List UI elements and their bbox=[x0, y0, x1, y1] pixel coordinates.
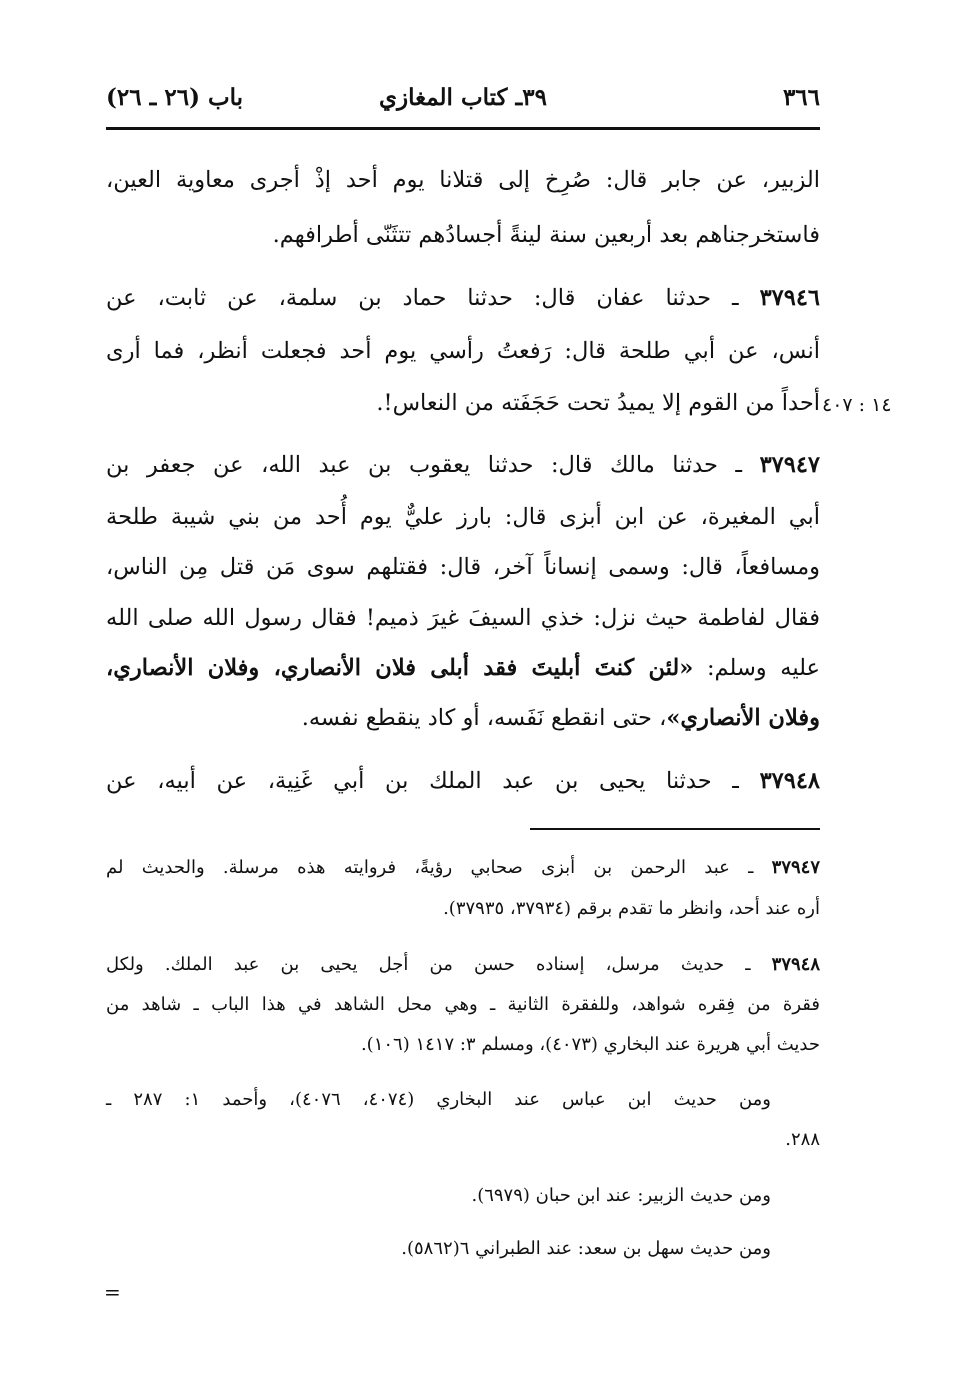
main-text-line: أبي المغيرة، عن ابن أبزى قال: بارز عليٌّ يوم أُحد من بني شيبة طلحة bbox=[106, 504, 820, 530]
chapter-range: باب (٢٦ ـ ٢٦) bbox=[106, 84, 244, 111]
continuation-mark: = bbox=[104, 1280, 121, 1304]
main-text-line: أحداً من القوم إلا يميدُ تحت حَجَفَته من النعاس!. bbox=[376, 390, 820, 416]
footnote-line: ٣٧٩٤٨ ـ حديث مرسل، إسناده حسن من أجل يحيى بن عبد الملك. ولكل bbox=[106, 954, 820, 975]
main-text-line: الزبير، عن جابر قال: صُرِخ إلى قتلانا يوم أحد إذْ أجرى معاوية العين، bbox=[106, 167, 820, 193]
hadith-37948-line: ٣٧٩٤٨ ـ حدثنا يحيى بن عبد الملك بن أبي غَنِية، عن أبيه، عن bbox=[106, 768, 820, 794]
footnote-divider bbox=[530, 828, 820, 830]
footnote-line: ٣٧٩٤٧ ـ عبد الرحمن بن أبزى صحابي رؤيةً، فروايته هذه مرسلة. والحديث لم bbox=[106, 857, 820, 878]
main-text-line: ومسافعاً، قال: وسمى إنساناً آخر، قال: فقتلهم سوى مَن قتل مِن الناس، bbox=[106, 554, 820, 580]
book-title: ٣٩ـ كتاب المغازي bbox=[379, 84, 547, 111]
hadith-37946-line: ٣٧٩٤٦ ـ حدثنا عفان قال: حدثنا حماد بن سلمة، عن ثابت، عن bbox=[106, 285, 820, 311]
main-text-line: فقال لفاطمة حيث نزل: خذي السيفَ غيرَ ذميم! فقال رسول الله صلى الله bbox=[106, 605, 820, 631]
page-number: ٣٦٦ bbox=[782, 84, 820, 111]
footnote-line: أره عند أحد، وانظر ما تقدم برقم (٣٧٩٣٤، ٣٧٩٣٥). bbox=[443, 898, 820, 919]
hadith-37947-line: ٣٧٩٤٧ ـ حدثنا مالك قال: حدثنا يعقوب بن عبد الله، عن جعفر بن bbox=[106, 452, 820, 478]
footnote-line: حديث أبي هريرة عند البخاري (٤٠٧٣)، ومسلم ٣: ١٤١٧ (١٠٦). bbox=[360, 1034, 820, 1055]
header-divider bbox=[106, 127, 820, 130]
main-text-line: فاستخرجناهم بعد أربعين سنة لينةً أجسادُهم تتثَنّى أطرافهم. bbox=[272, 222, 820, 248]
page-header bbox=[106, 80, 820, 120]
footnote-line: ومن حديث ابن عباس عند البخاري (٤٠٧٤، ٤٠٧٦)، وأحمد ١: ٢٨٧ ـ bbox=[106, 1089, 772, 1110]
margin-reference: ١٤ : ٤٠٧ bbox=[822, 394, 892, 416]
footnote-line: ٢٨٨. bbox=[785, 1129, 820, 1150]
main-text-line: أنس، عن أبي طلحة قال: رَفعتُ رأسي يوم أحد فجعلت أنظر، فما أرى bbox=[106, 338, 820, 364]
footnote-line: ومن حديث الزبير: عند ابن حبان (٦٩٧٩). bbox=[471, 1185, 771, 1206]
main-text-line: وفلان الأنصاري»، حتى انقطع نَفَسه، أو كاد ينقطع نفسه. bbox=[301, 705, 820, 731]
footnote-line: فقرة من فِقره شواهد، وللفقرة الثانية ـ وهي محل الشاهد في هذا الباب ـ شاهد من bbox=[106, 994, 820, 1015]
footnote-line: ومن حديث سهل بن سعد: عند الطبراني ٦(٥٨٦٢). bbox=[401, 1238, 771, 1259]
main-text-line: عليه وسلم: «لئن كنتَ أبليتَ فقد أبلى فلان الأنصاري، وفلان الأنصاري، bbox=[106, 655, 820, 681]
